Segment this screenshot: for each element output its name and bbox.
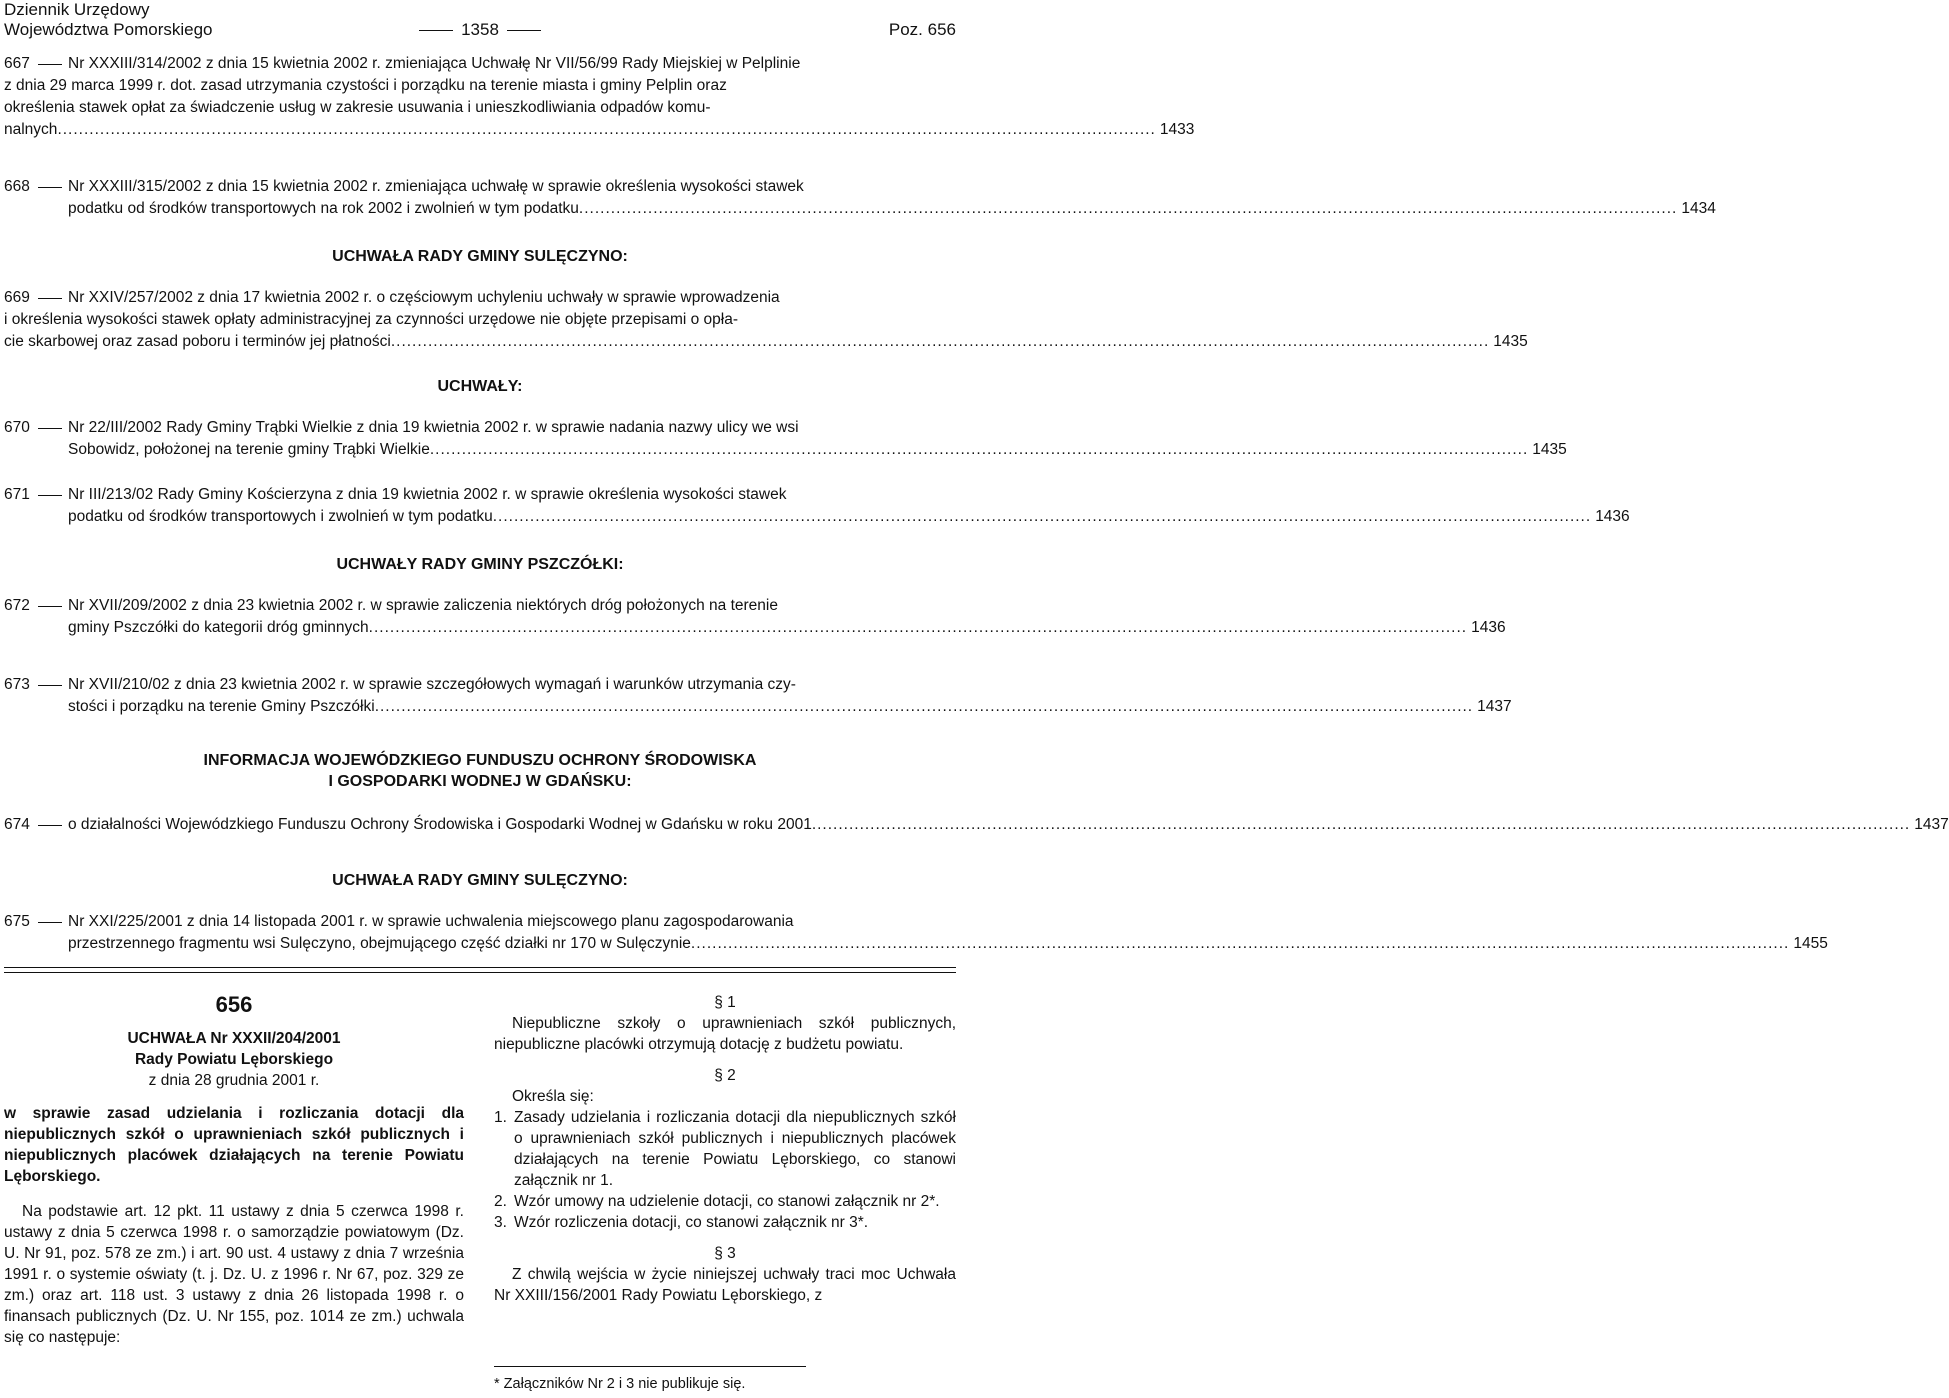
entry-line: Nr XXIV/257/2002 z dnia 17 kwietnia 2002 r. o częściowym uchyleniu uchwały w sprawie wprowadzenia	[68, 289, 780, 306]
footnote-rule	[494, 1366, 806, 1367]
entry-last-line	[68, 506, 1630, 528]
entry-line: przestrzennego fragmentu wsi Sulęczyno, obejmującego część działki nr 170 w Sulęczynie	[68, 935, 691, 952]
position-number: Poz. 656	[888, 20, 956, 39]
entry-line: z dnia 29 marca 1999 r. dot. zasad utrzymania czystości i porządku na terenie miasta i gminy Pelplin oraz	[4, 77, 727, 94]
paragraph-label: § 1	[714, 994, 736, 1011]
entry-line: gminy Pszczółki do kategorii dróg gminnych	[68, 619, 369, 636]
entry-title	[68, 911, 1828, 955]
leader-dots: ...............................................................................................................................................................................................................	[492, 508, 1592, 525]
entry-line: o działalności Wojewódzkiego Funduszu Ochrony Środowiska i Gospodarki Wodnej w Gdańsku w roku 2001	[68, 816, 812, 833]
act-legal-basis: Na podstawie art. 12 pkt. 11 ustawy z dnia 5 czerwca 1998 r. ustawy z dnia 5 czerwca 1998 r. o samorządzie powiatowym (Dz. U. Nr 91, poz. 578 ze zm.) i art. 90 ust. 4 ustawy z dnia 7 września 1991 r. o systemie oświaty (t. j. Dz. U. z 1996 r. Nr 67, poz. 329 ze zm.) oraz art. 118 ust. 3 ustawy z dnia 26 listopada 1998 r. o finansach publicznych (Dz. U. Nr 155, poz. 1014 ze zm.) uchwala się co następuje:	[4, 1203, 464, 1346]
entry-number: 673	[4, 676, 30, 693]
entry-title	[68, 176, 1716, 220]
entry-title	[68, 674, 1512, 718]
footnote: * Załączników Nr 2 i 3 nie publikuje się.	[494, 1376, 746, 1392]
act-title: UCHWAŁA Nr XXXII/204/2001	[127, 1030, 341, 1047]
section-heading: UCHWAŁY:	[437, 378, 523, 395]
list-item-number: 1.	[494, 1109, 507, 1126]
entry-page: 1437	[1477, 698, 1512, 715]
section-heading: UCHWAŁA RADY GMINY SULĘCZYNO:	[332, 872, 628, 889]
act-left-column	[4, 992, 464, 1348]
entry-dash	[38, 428, 62, 429]
entry-line: określenia stawek opłat za świadczenie usług w zakresie usuwania i unieszkodliwiania odpadów komu-	[4, 99, 711, 116]
entry-page: 1436	[1595, 508, 1630, 525]
entry-page: 1435	[1532, 441, 1567, 458]
entry-line: nalnych	[4, 121, 58, 138]
entry-line: Nr III/213/02 Rady Gminy Kościerzyna z dnia 19 kwietnia 2002 r. w sprawie określenia wysokości stawek	[68, 486, 787, 503]
entry-last-line	[68, 198, 1716, 220]
entry-number: 672	[4, 597, 30, 614]
divider	[4, 972, 956, 973]
leader-dots: ...............................................................................................................................................................................................................	[690, 935, 1790, 952]
page-number: 1358	[461, 20, 499, 39]
entry-number: 668	[4, 178, 30, 195]
entry-title	[68, 417, 1567, 461]
page-number-wrap	[4, 20, 956, 40]
entry-line: Nr XXI/225/2001 z dnia 14 listopada 2001 r. w sprawie uchwalenia miejscowego planu zagospodarowania	[68, 913, 794, 930]
entry-dash	[38, 187, 62, 188]
entry-dash	[38, 685, 62, 686]
entry-last-line	[4, 119, 1195, 141]
entry-line: cie skarbowej oraz zasad poboru i terminów jej płatności	[4, 333, 391, 350]
entry-dash	[38, 825, 62, 826]
list-item-text: Wzór rozliczenia dotacji, co stanowi załącznik nr 3*.	[514, 1214, 869, 1231]
leader-dots: ...............................................................................................................................................................................................................	[368, 619, 1468, 636]
dash	[419, 30, 453, 31]
entry-number: 667	[4, 55, 30, 72]
paragraph-label: § 2	[714, 1067, 736, 1084]
entry-line: Nr XVII/210/02 z dnia 23 kwietnia 2002 r. w sprawie szczegółowych wymagań i warunków utrzymania czy-	[68, 676, 796, 693]
page-header	[4, 0, 956, 40]
entry-title	[68, 814, 1949, 836]
list-item	[494, 1107, 956, 1191]
entry-page: 1433	[1159, 121, 1195, 138]
list-item	[494, 1212, 956, 1233]
entry-title	[4, 287, 1528, 353]
entry-last-line	[68, 617, 1506, 639]
entry-line: podatku od środków transportowych i zwolnień w tym podatku	[68, 508, 493, 525]
entry-number: 670	[4, 419, 30, 436]
paragraph-text: Określa się:	[512, 1088, 594, 1105]
leader-dots: ...............................................................................................................................................................................................................	[57, 121, 1156, 138]
act-subject: w sprawie zasad udzielania i rozliczania dotacji dla niepublicznych szkół o uprawnieniach szkół publicznych i niepublicznych placówek działających na terenie Powiatu Lęborskiego.	[4, 1105, 464, 1185]
leader-dots: ...............................................................................................................................................................................................................	[429, 441, 1529, 458]
divider	[4, 967, 956, 968]
list-item-number: 3.	[494, 1214, 507, 1231]
entry-dash	[38, 606, 62, 607]
paragraph-label: § 3	[714, 1245, 736, 1262]
entry-title	[4, 53, 1195, 141]
act-number: 656	[215, 992, 253, 1017]
entry-dash	[38, 922, 62, 923]
entry-line: Sobowidz, położonej na terenie gminy Trąbki Wielkie	[68, 441, 430, 458]
entry-last-line	[68, 696, 1512, 718]
leader-dots: ...............................................................................................................................................................................................................	[578, 200, 1678, 217]
entry-title	[68, 484, 1630, 528]
entry-last-line	[68, 439, 1567, 461]
entry-last-line	[4, 331, 1528, 353]
section-heading: I GOSPODARKI WODNEJ W GDAŃSKU:	[328, 773, 632, 790]
entry-page: 1434	[1681, 200, 1716, 217]
entry-number: 675	[4, 913, 30, 930]
entry-line: Nr 22/III/2002 Rady Gminy Trąbki Wielkie z dnia 19 kwietnia 2002 r. w sprawie nadania nazwy ulicy we wsi	[68, 419, 799, 436]
section-heading: UCHWAŁY RADY GMINY PSZCZÓŁKI:	[336, 556, 624, 573]
act-issuer: Rady Powiatu Lęborskiego	[134, 1051, 334, 1068]
entry-number: 674	[4, 816, 30, 833]
entry-page: 1455	[1793, 935, 1828, 952]
leader-dots: ...............................................................................................................................................................................................................	[374, 698, 1474, 715]
list-item-text: Zasady udzielania i rozliczania dotacji dla niepublicznych szkół o uprawnieniach szkół publicznych i niepublicznych placówek działających na terenie Powiatu Lęborskiego, co stanowi załącznik nr 1.	[514, 1109, 956, 1189]
entry-title	[68, 595, 1506, 639]
section-heading: UCHWAŁA RADY GMINY SULĘCZYNO:	[332, 248, 628, 265]
entry-number: 671	[4, 486, 30, 503]
act-right-column	[494, 992, 956, 1306]
entry-page: 1436	[1471, 619, 1506, 636]
entry-line: Nr XXXIII/315/2002 z dnia 15 kwietnia 2002 r. zmieniająca uchwałę w sprawie określenia wysokości stawek	[68, 178, 804, 195]
paragraph-text: Z chwilą wejścia w życie niniejszej uchwały traci moc Uchwała Nr XXIII/156/2001 Rady Powiatu Lęborskiego, z	[494, 1266, 956, 1304]
journal-title-line1: Dziennik Urzędowy	[4, 0, 150, 19]
entry-number: 669	[4, 289, 30, 306]
leader-dots: ...............................................................................................................................................................................................................	[811, 816, 1911, 833]
journal-title-line2: Województwa Pomorskiego	[4, 20, 213, 39]
entry-line: Nr XVII/209/2002 z dnia 23 kwietnia 2002 r. w sprawie zaliczenia niektórych dróg położonych na terenie	[68, 597, 778, 614]
entry-page: 1435	[1493, 333, 1528, 350]
entry-dash	[38, 495, 62, 496]
leader-dots: ...............................................................................................................................................................................................................	[390, 333, 1490, 350]
dash	[507, 30, 541, 31]
list-item	[494, 1191, 956, 1212]
entry-page: 1437	[1914, 816, 1949, 833]
entry-line: Nr XXXIII/314/2002 z dnia 15 kwietnia 2002 r. zmieniająca Uchwałę Nr VII/56/99 Rady Miejskiej w Pelplinie	[68, 55, 801, 72]
entry-last-line	[68, 814, 1949, 836]
entry-line: i określenia wysokości stawek opłaty administracyjnej za czynności urzędowe nie objęte przepisami o opła-	[4, 311, 739, 328]
act-date: z dnia 28 grudnia 2001 r.	[148, 1072, 320, 1089]
list-item-number: 2.	[494, 1193, 507, 1210]
entry-line: stości i porządku na terenie Gminy Pszczółki	[68, 698, 375, 715]
section-heading: INFORMACJA WOJEWÓDZKIEGO FUNDUSZU OCHRONY ŚRODOWISKA	[203, 752, 757, 769]
entry-last-line	[68, 933, 1828, 955]
list-item-text: Wzór umowy na udzielenie dotacji, co stanowi załącznik nr 2*.	[514, 1193, 940, 1210]
entry-line: podatku od środków transportowych na rok 2002 i zwolnień w tym podatku	[68, 200, 579, 217]
paragraph-text: Niepubliczne szkoły o uprawnieniach szkół publicznych, niepubliczne placówki otrzymują dotację z budżetu powiatu.	[494, 1015, 956, 1053]
